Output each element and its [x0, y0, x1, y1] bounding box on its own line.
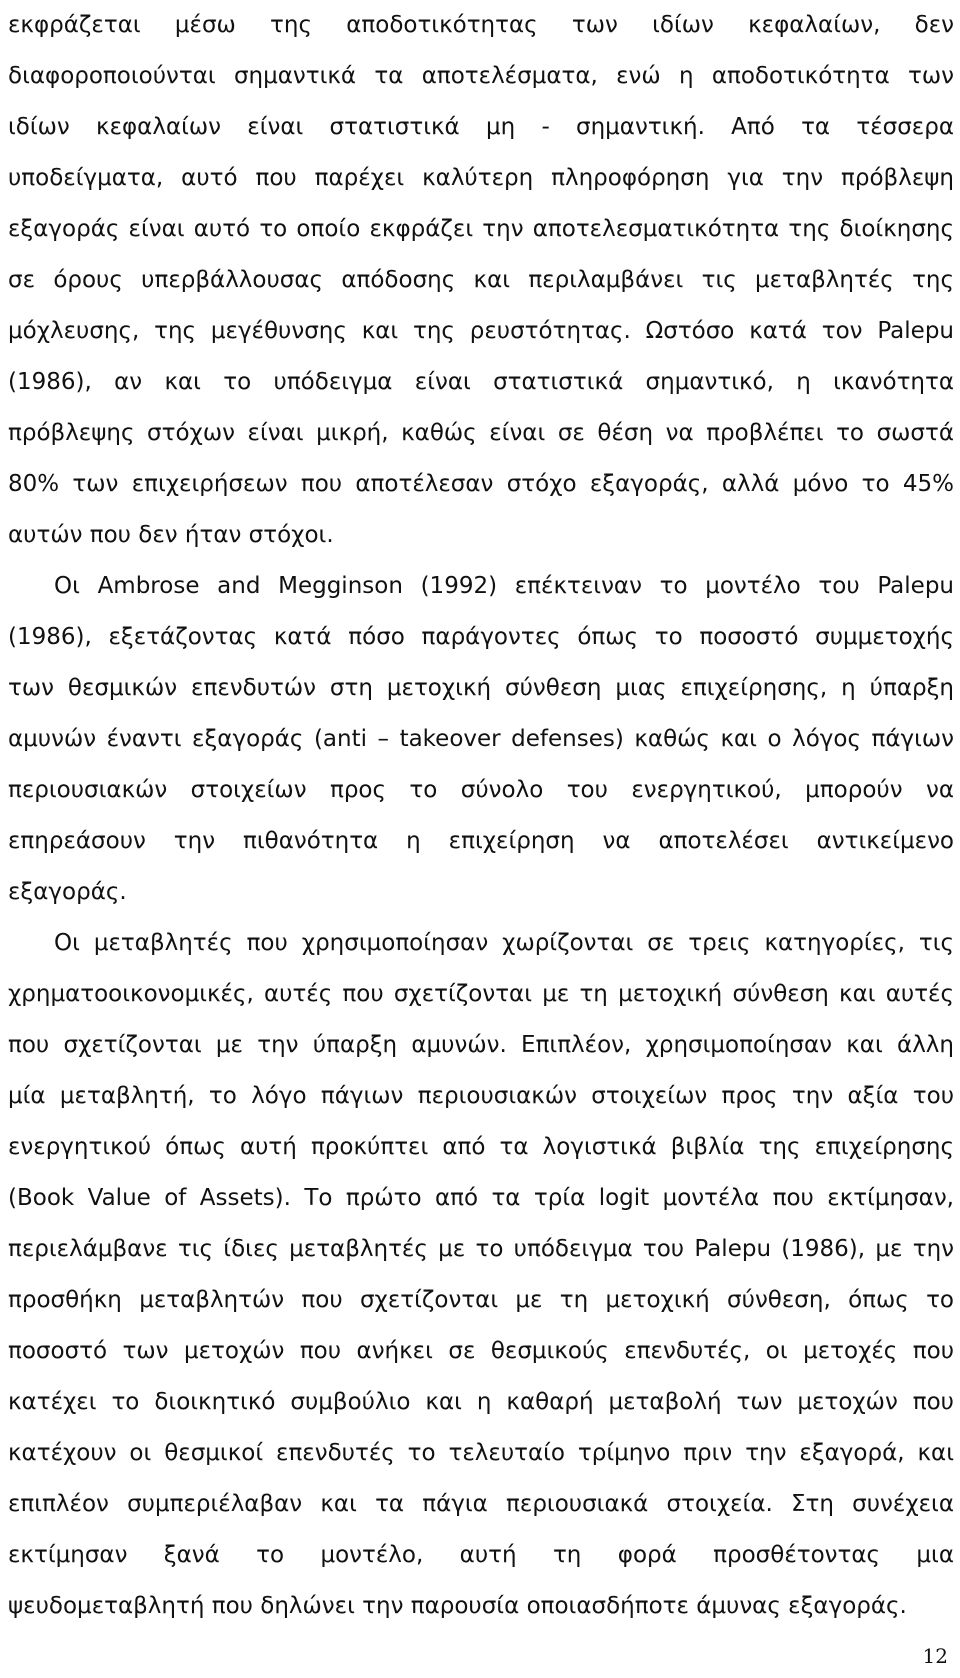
- text-line: σε όρους υπερβάλλουσας απόδοσης και περιλαμβάνει τις μεταβλητές της: [8, 267, 954, 293]
- text-line: (Book Value of Assets). Το πρώτο από τα τρία logit μοντέλα που εκτίμησαν,: [8, 1185, 954, 1211]
- paragraph: [8, 918, 954, 1632]
- text-line: εξαγοράς είναι αυτό το οποίο εκφράζει την αποτελεσματικότητα της διοίκησης: [8, 216, 954, 242]
- text-line: Οι Ambrose and Megginson (1992) επέκτειναν το μοντέλο του Palepu: [54, 573, 954, 599]
- text-line: μία μεταβλητή, το λόγο πάγιων περιουσιακών στοιχείων προς την αξία του: [8, 1083, 954, 1109]
- text-line: που σχετίζονται με την ύπαρξη αμυνών. Επιπλέον, χρησιμοποίησαν και άλλη: [8, 1032, 954, 1058]
- text-line: ενεργητικού όπως αυτή προκύπτει από τα λογιστικά βιβλία της επιχείρησης: [8, 1134, 954, 1160]
- text-line: (1986), εξετάζοντας κατά πόσο παράγοντες όπως το ποσοστό συμμετοχής: [8, 624, 954, 650]
- text-line: αμυνών έναντι εξαγοράς (anti – takeover defenses) καθώς και ο λόγος πάγιων: [8, 726, 954, 752]
- text-line: επηρεάσουν την πιθανότητα η επιχείρηση να αποτελέσει αντικείμενο: [8, 828, 954, 854]
- text-line: εξαγοράς.: [8, 879, 127, 905]
- text-line: κατέχει το διοικητικό συμβούλιο και η καθαρή μεταβολή των μετοχών που: [8, 1389, 954, 1415]
- text-line: (1986), αν και το υπόδειγμα είναι στατιστικά σημαντικό, η ικανότητα: [8, 369, 954, 395]
- text-line: περιουσιακών στοιχείων προς το σύνολο του ενεργητικού, μπορούν να: [8, 777, 954, 803]
- page-number: 12: [922, 1644, 948, 1668]
- text-line: ποσοστό των μετοχών που ανήκει σε θεσμικούς επενδυτές, οι μετοχές που: [8, 1338, 954, 1364]
- text-line: επιπλέον συμπεριέλαβαν και τα πάγια περιουσιακά στοιχεία. Στη συνέχεια: [8, 1491, 954, 1517]
- text-line: μόχλευσης, της μεγέθυνσης και της ρευστότητας. Ωστόσο κατά τον Palepu: [8, 318, 954, 344]
- text-line: διαφοροποιούνται σημαντικά τα αποτελέσματα, ενώ η αποδοτικότητα των: [8, 63, 954, 89]
- text-line: εκφράζεται μέσω της αποδοτικότητας των ιδίων κεφαλαίων, δεν: [8, 12, 954, 38]
- text-line: υποδείγματα, αυτό που παρέχει καλύτερη πληροφόρηση για την πρόβλεψη: [8, 165, 954, 191]
- text-line: χρηματοοικονομικές, αυτές που σχετίζονται με τη μετοχική σύνθεση και αυτές: [8, 981, 954, 1007]
- paragraph: [8, 0, 954, 561]
- body-text: [8, 0, 954, 1632]
- text-line: ψευδομεταβλητή που δηλώνει την παρουσία οποιασδήποτε άμυνας εξαγοράς.: [8, 1593, 907, 1619]
- text-line: πρόβλεψης στόχων είναι μικρή, καθώς είναι σε θέση να προβλέπει το σωστά: [8, 420, 954, 446]
- text-line: 80% των επιχειρήσεων που αποτέλεσαν στόχο εξαγοράς, αλλά μόνο το 45%: [8, 471, 954, 497]
- text-line: Οι μεταβλητές που χρησιμοποίησαν χωρίζονται σε τρεις κατηγορίες, τις: [54, 930, 954, 956]
- text-line: κατέχουν οι θεσμικοί επενδυτές το τελευταίο τρίμηνο πριν την εξαγορά, και: [8, 1440, 954, 1466]
- text-line: αυτών που δεν ήταν στόχοι.: [8, 522, 334, 548]
- text-line: περιελάμβανε τις ίδιες μεταβλητές με το υπόδειγμα του Palepu (1986), με την: [8, 1236, 954, 1262]
- text-line: ιδίων κεφαλαίων είναι στατιστικά μη - σημαντική. Από τα τέσσερα: [8, 114, 954, 140]
- text-line: προσθήκη μεταβλητών που σχετίζονται με τη μετοχική σύνθεση, όπως το: [8, 1287, 954, 1313]
- text-line: των θεσμικών επενδυτών στη μετοχική σύνθεση μιας επιχείρησης, η ύπαρξη: [8, 675, 954, 701]
- text-line: εκτίμησαν ξανά το μοντέλο, αυτή τη φορά προσθέτοντας μια: [8, 1542, 954, 1568]
- paragraph: [8, 561, 954, 918]
